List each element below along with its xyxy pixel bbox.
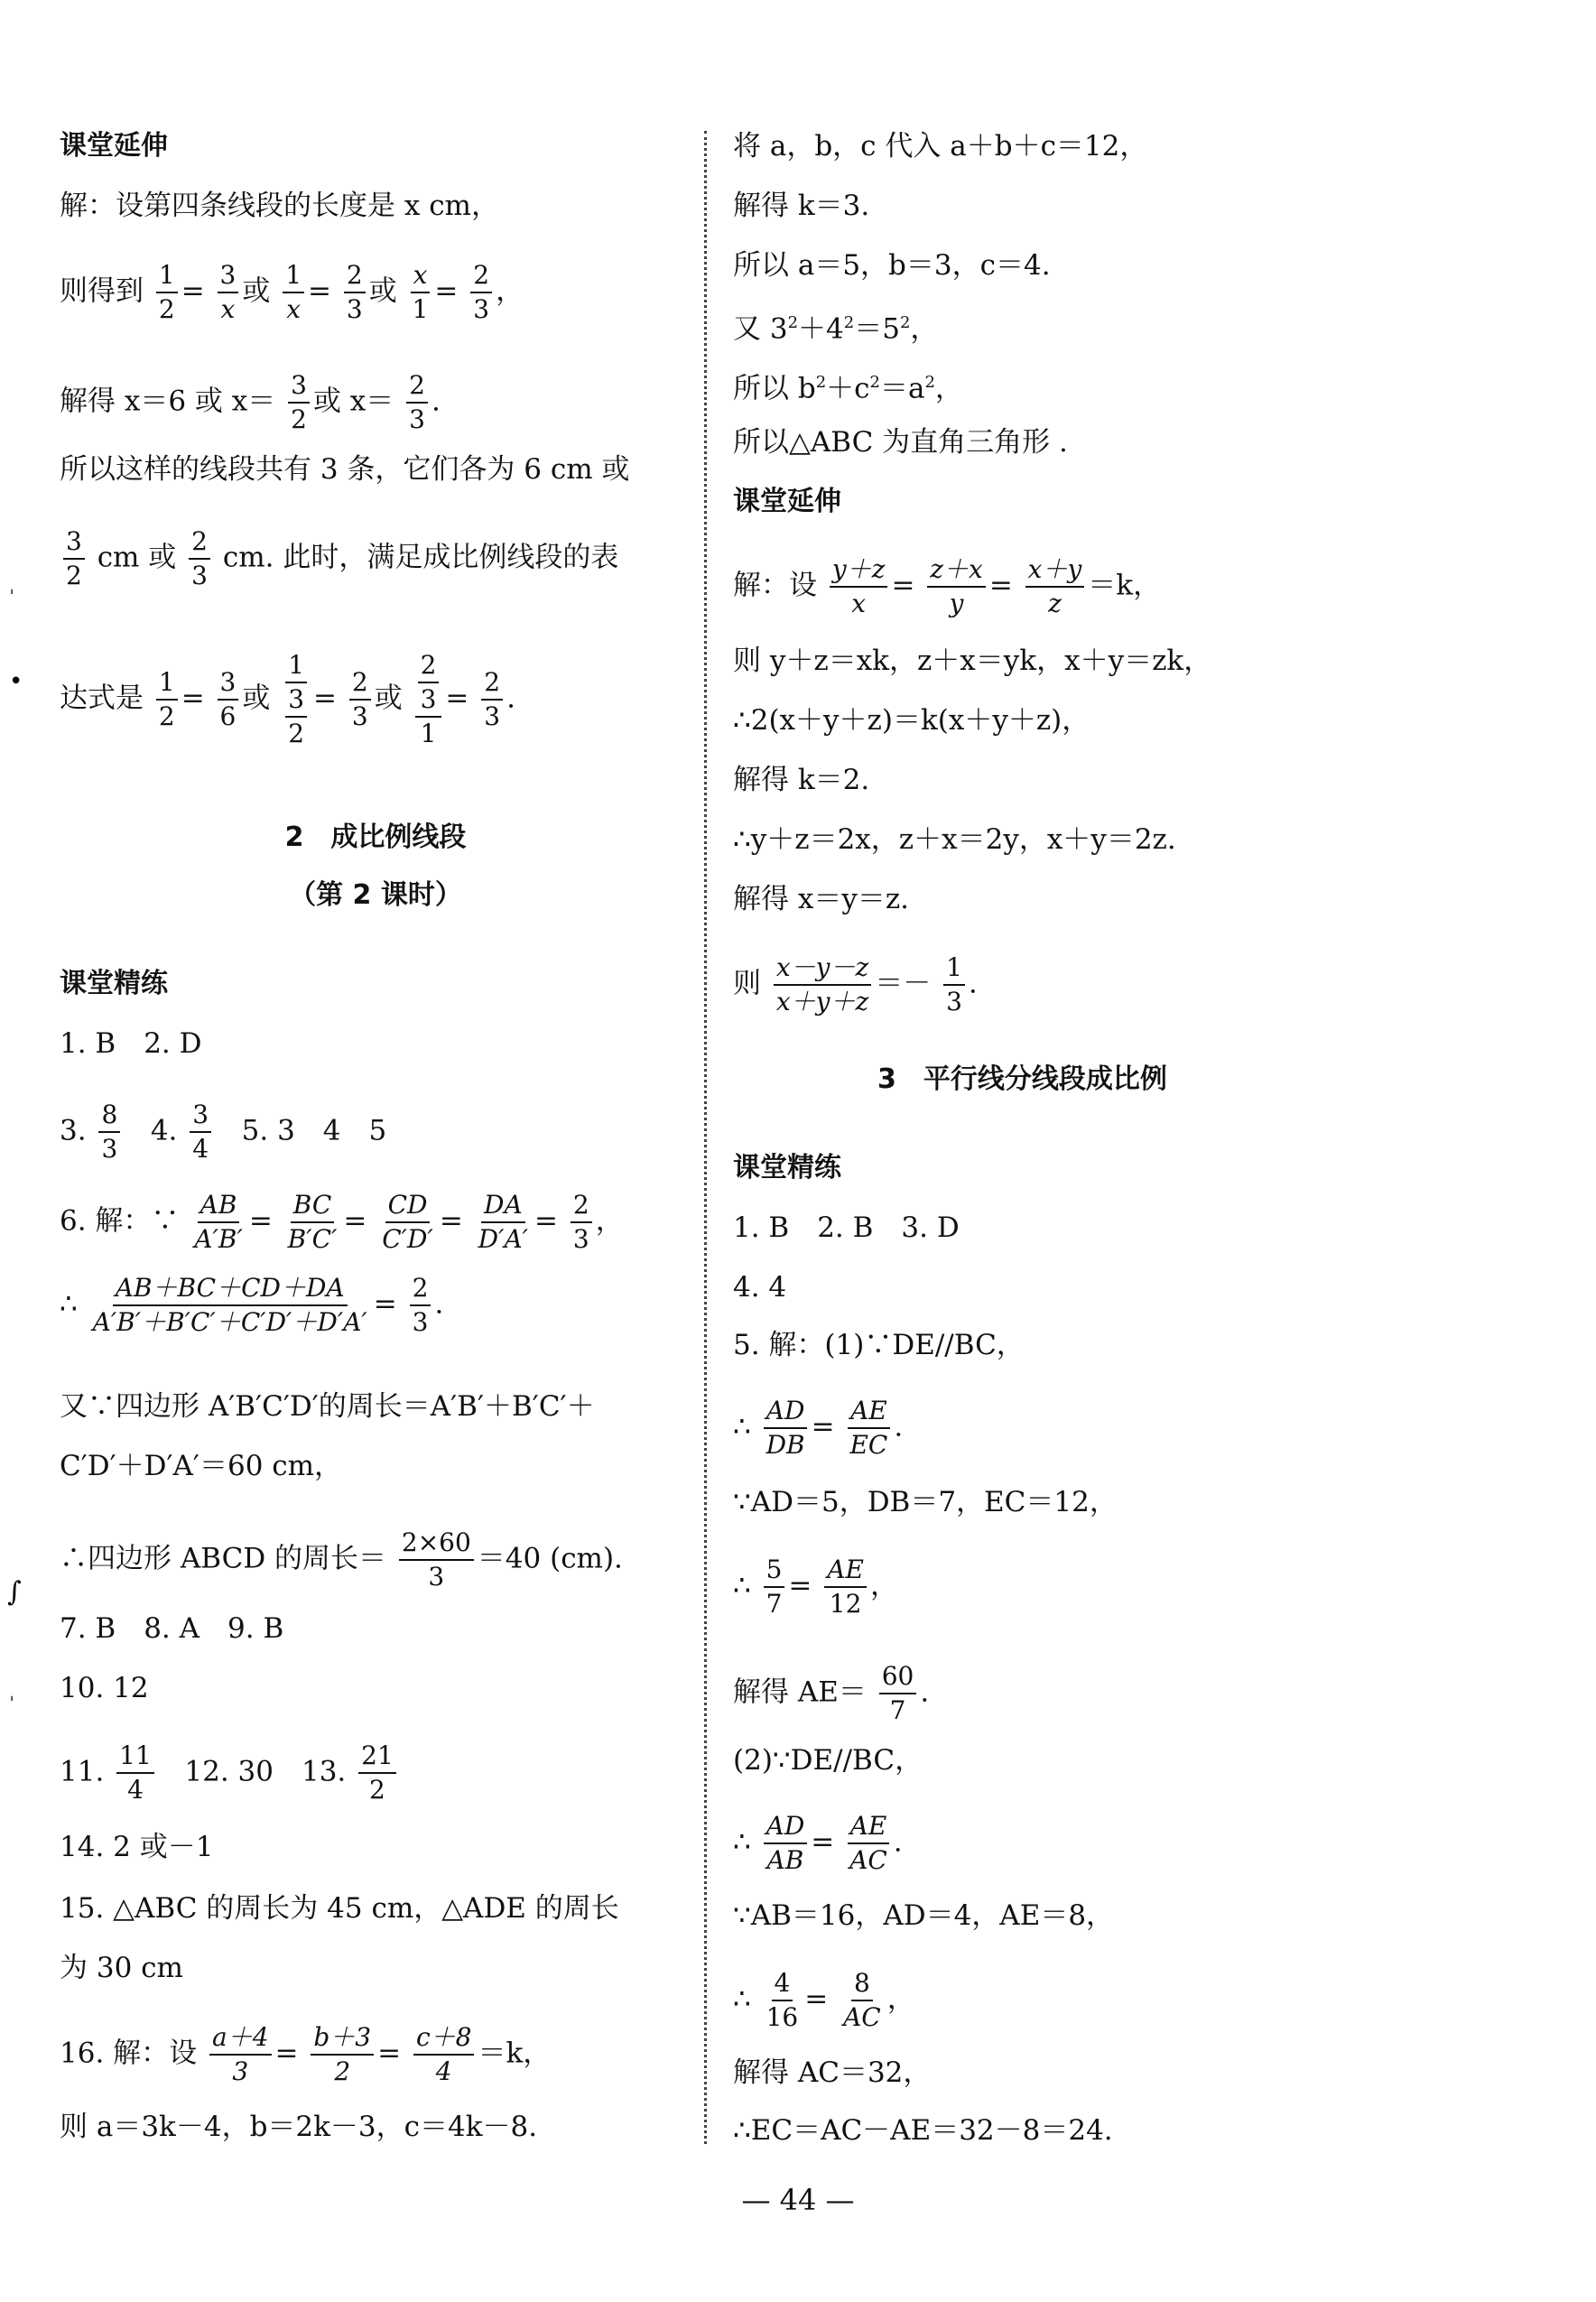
- scan-mark: ∫: [7, 1576, 22, 1608]
- fraction: $\frac{1}{x}$: [283, 260, 304, 325]
- fraction: $\frac{1}{2}$: [156, 260, 178, 325]
- section-heading: 课堂延伸: [733, 486, 841, 517]
- section-heading: 课堂延伸: [60, 130, 168, 162]
- answer-line: 4. 4: [733, 1271, 787, 1304]
- fraction: $\frac{z+x}{y}$: [927, 554, 986, 619]
- fraction-line: 解得 x＝6 或 x＝ $\frac{3}{2}$ 或 x＝ $\frac{2}{3}$ .: [60, 370, 441, 434]
- fraction-line: 则得到 $\frac{1}{2}$ = $\frac{3}{x}$ 或 $\frac{1}{x}$ = $\frac{2}{3}$ 或 $\frac{x}{1}$ = $\frac{2}{3}$ ，: [60, 260, 524, 324]
- text-line: ∴2(x＋y＋z)＝k(x＋y＋z)，: [733, 704, 1090, 737]
- fraction-line: ∴ $\frac{5}{7}$ = $\frac{AE}{12}$ ，: [733, 1555, 898, 1619]
- fraction-line: ∴ $\frac{4}{16}$ = $\frac{8}{AC}$ ，: [733, 1968, 915, 2032]
- fraction: $\frac{y+z}{x}$: [830, 554, 888, 619]
- text-line: 所以 a＝5，b＝3，c＝4.: [733, 249, 1051, 282]
- answer-line: ∵AD＝5，DB＝7，EC＝12，: [733, 1486, 1118, 1518]
- fraction: $\frac{1}{3}$: [943, 952, 965, 1017]
- fraction: $\frac{2}{3}$: [481, 667, 503, 732]
- answer-line: 5. 解：(1)∵DE//BC，: [733, 1329, 1025, 1361]
- fraction: $\frac{BC}{B'C'}$: [287, 1190, 338, 1254]
- fraction-line: ∴ $\frac{AD}{AB}$ = $\frac{AE}{AC}$ .: [733, 1811, 903, 1875]
- text-line: 所以 $b^2+c^2=a^2$，: [733, 372, 963, 405]
- fraction: $\frac{a+4}{3}$: [209, 2022, 272, 2087]
- answer-line: 7. B 8. A 9. B: [60, 1612, 284, 1645]
- fraction: $\frac{2}{3}$: [470, 260, 492, 325]
- fraction: $\frac{3}{2}$: [63, 526, 85, 591]
- fraction: $\frac{3}{4}$: [190, 1100, 211, 1165]
- fraction-line: 则 $\frac{x-y-z}{x+y+z}$ ＝－ $\frac{1}{3}$ .: [733, 952, 978, 1016]
- fraction: $\frac{AD}{DB}$: [764, 1396, 808, 1461]
- fraction: $\frac{b+3}{2}$: [311, 2022, 374, 2087]
- answer-line: 3. $\frac{8}{3}$ 4. $\frac{3}{4}$ 5. 3 4 5: [60, 1100, 387, 1164]
- fraction: $\frac{DA}{D'A'}$: [478, 1190, 529, 1254]
- text-line: 解得 k＝2.: [733, 764, 870, 796]
- text-line: 则 y＋z＝xk，z＋x＝yk，x＋y＝zk，: [733, 645, 1212, 677]
- answer-line: 14. 2 或－1: [60, 1831, 214, 1863]
- fraction-line: 达式是 $\frac{1}{2}$ = $\frac{3}{6}$ 或 $\frac{1}{\frac{3}{2}}$ = $\frac{2}{3}$ 或 $\frac{\frac{2}{3}}{1}$ = $\frac{2}{3}$ .: [60, 650, 515, 748]
- text-line: 解：设第四条线段的长度是 x cm，: [60, 190, 499, 222]
- answer-line: 10. 12: [60, 1672, 149, 1704]
- text-line: 所以△ABC 为直角三角形 .: [733, 426, 1068, 459]
- section-heading: 课堂精练: [733, 1152, 841, 1183]
- fraction-line: 解得 AE＝ $\frac{60}{7}$ .: [733, 1661, 930, 1725]
- section-subtitle: （第 2 课时）: [289, 879, 462, 911]
- fraction: $\frac{5}{7}$: [764, 1555, 785, 1620]
- fraction: $\frac{c+8}{4}$: [413, 2022, 475, 2087]
- answer-line: 1. B 2. B 3. D: [733, 1211, 960, 1244]
- fraction: $\frac{AE}{EC}$: [847, 1396, 890, 1461]
- section-heading: 课堂精练: [60, 968, 168, 999]
- fraction: $\frac{4}{16}$: [766, 1968, 799, 2032]
- page-number: — 44 —: [741, 2183, 855, 2217]
- text-line: 将 a，b，c 代入 a＋b＋c＝12，: [733, 130, 1148, 162]
- complex-fraction: $\frac{1}{\frac{3}{2}}$: [283, 650, 310, 749]
- fraction: $\frac{CD}{C'D'}$: [382, 1190, 433, 1254]
- answer-line: (2)∵DE//BC，: [733, 1744, 923, 1777]
- answer-line: 6. 解：∵ $\frac{AB}{A'B'}$ = $\frac{BC}{B'C'}$ = $\frac{CD}{C'D'}$ = $\frac{DA}{D'A'}$ = $\frac{2}{3}$ ，: [60, 1190, 624, 1254]
- scan-mark: •: [9, 668, 23, 695]
- fraction: $\frac{AE}{12}$: [824, 1555, 867, 1620]
- text-line: 解得 x＝y＝z.: [733, 883, 910, 915]
- fraction: $\frac{3}{2}$: [288, 370, 310, 435]
- fraction: $\frac{1}{2}$: [156, 667, 178, 732]
- fraction: $\frac{2}{3}$: [189, 526, 210, 591]
- fraction: $\frac{x}{1}$: [412, 260, 429, 324]
- fraction: $\frac{AD}{AB}$: [764, 1811, 808, 1876]
- fraction: $\frac{2}{3}$: [406, 370, 428, 435]
- text-line: 解得 k＝3.: [733, 190, 870, 222]
- fraction: $\frac{2\times 60}{3}$: [399, 1527, 474, 1592]
- fraction: $\frac{8}{AC}$: [843, 1968, 881, 2032]
- fraction: $\frac{2}{3}$: [344, 260, 366, 325]
- answer-line: ∴四边形 ABCD 的周长＝ $\frac{2\times 60}{3}$ ＝40 (cm).: [60, 1527, 623, 1592]
- fraction: $\frac{60}{7}$: [879, 1661, 917, 1726]
- answer-line: 11. $\frac{11}{4}$ 12. 30 13. $\frac{21}{2}$: [60, 1740, 400, 1805]
- fraction: $\frac{AB+BC+CD+DA}{A'B'+B'C'+C'D'+D'A'}$: [92, 1273, 367, 1337]
- scan-mark: ˌ: [9, 574, 15, 597]
- text-line: 所以这样的线段共有 3 条，它们各为 6 cm 或: [60, 453, 630, 486]
- fraction: $\frac{2}{3}$: [571, 1190, 592, 1255]
- answer-line: 则 a＝3k－4，b＝2k－3，c＝4k－8.: [60, 2111, 538, 2143]
- section-title: 2 成比例线段: [284, 821, 467, 853]
- fraction-line: ∴ $\frac{AD}{DB}$ = $\frac{AE}{EC}$ .: [733, 1396, 904, 1460]
- section-title: 3 平行线分线段成比例: [877, 1063, 1167, 1095]
- fraction: $\frac{11}{4}$: [116, 1740, 154, 1805]
- answer-line: 解得 AC＝32，: [733, 2056, 932, 2089]
- answer-line: ∴EC＝AC－AE＝32－8＝24.: [733, 2114, 1113, 2147]
- answer-line: 1. B 2. D: [60, 1027, 202, 1060]
- fraction: $\frac{2}{3}$: [410, 1273, 431, 1338]
- fraction: $\frac{21}{2}$: [358, 1740, 396, 1805]
- fraction: $\frac{8}{3}$: [98, 1100, 120, 1165]
- scan-mark: ˌ: [9, 1681, 15, 1703]
- answer-line: 15. △ABC 的周长为 45 cm，△ADE 的周长: [60, 1892, 619, 1925]
- complex-fraction: $\frac{\frac{2}{3}}{1}$: [415, 650, 442, 749]
- answer-line: ∵AB＝16，AD＝4，AE＝8，: [733, 1899, 1115, 1932]
- fraction: $\frac{2}{3}$: [349, 667, 371, 732]
- answer-line: 16. 解：设 $\frac{a+4}{3}$ = $\frac{b+3}{2}$ = $\frac{c+8}{4}$ ＝k，: [60, 2022, 552, 2086]
- fraction-line: 解：设 $\frac{y+z}{x}$ = $\frac{z+x}{y}$ = $\frac{x+y}{z}$ ＝k，: [733, 554, 1162, 618]
- fraction: $\frac{AE}{AC}$: [847, 1811, 890, 1876]
- column-divider: [704, 131, 707, 2144]
- answer-line: C′D′＋D′A′＝60 cm，: [60, 1450, 343, 1482]
- answer-line: ∴ $\frac{AB+BC+CD+DA}{A'B'+B'C'+C'D'+D'A'}$ = $\frac{2}{3}$ .: [60, 1273, 444, 1337]
- answer-line: 又∵四边形 A′B′C′D′的周长＝A′B′＋B′C′＋: [60, 1390, 595, 1423]
- fraction: $\frac{3}{6}$: [218, 667, 239, 732]
- fraction-line: $\frac{3}{2}$ cm 或 $\frac{2}{3}$ cm. 此时，满足成比例线段的表: [60, 526, 618, 591]
- answer-line: 为 30 cm: [60, 1952, 183, 1984]
- fraction: $\frac{x-y-z}{x+y+z}$: [774, 952, 871, 1017]
- fraction: $\frac{x+y}{z}$: [1025, 554, 1085, 619]
- text-line: ∴y＋z＝2x，z＋x＝2y，x＋y＝2z.: [733, 823, 1176, 856]
- fraction: $\frac{3}{x}$: [218, 260, 239, 325]
- text-line: 又 $3^2+4^2=5^2$，: [733, 312, 939, 346]
- fraction: $\frac{AB}{A'B'}$: [194, 1190, 243, 1254]
